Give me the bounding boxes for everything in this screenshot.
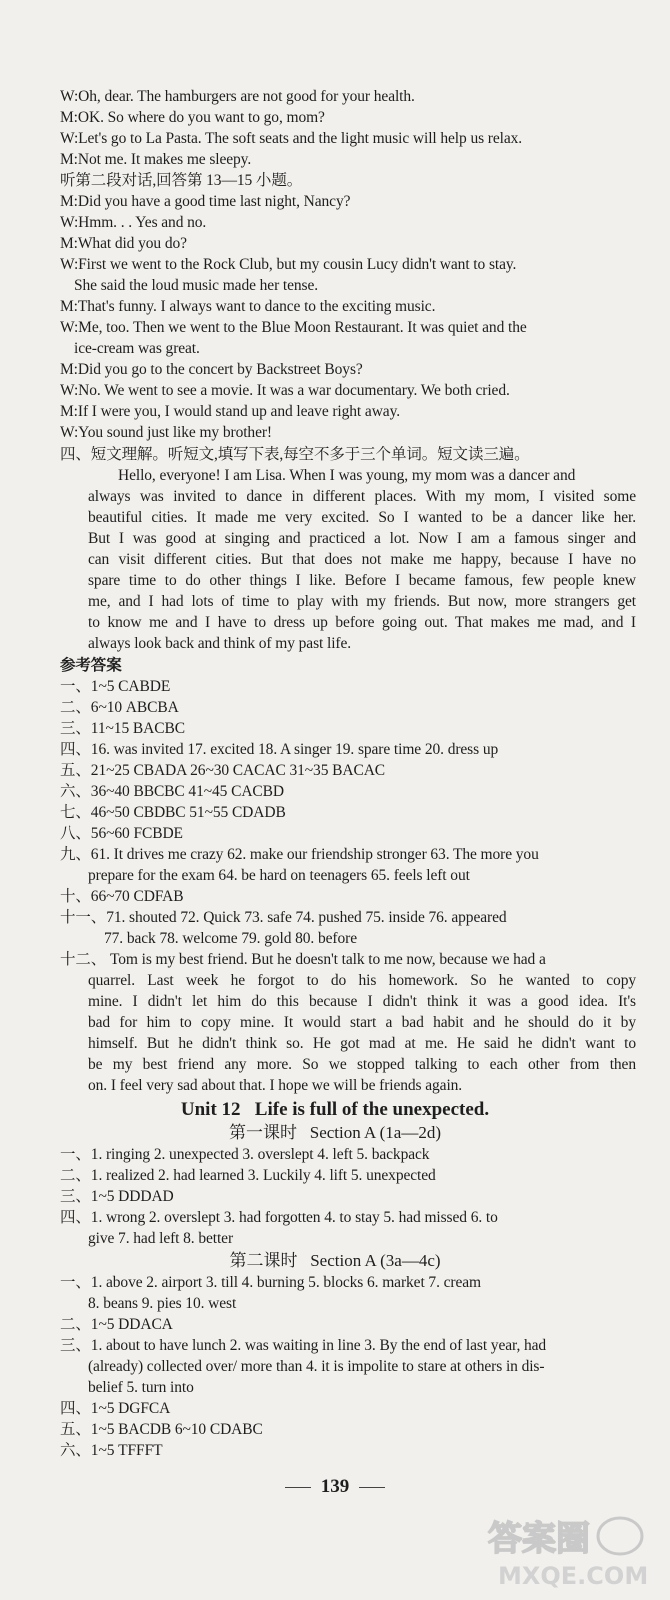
- essay-line: on. I feel very sad about that. I hope we will be friends again.: [88, 1077, 463, 1094]
- dialogue-line: M:Did you have a good time last night, Nancy?: [60, 193, 351, 210]
- lesson-heading: 第一课时 Section A (1a—2d): [228, 1123, 441, 1142]
- dialogue-line: M:That's funny. I always want to dance to the exciting music.: [60, 298, 436, 315]
- essay-line: 十二、 Tom is my best friend. But he doesn't talk to me now, because we had a: [60, 951, 546, 968]
- answer-line: 七、46~50 CBDBC 51~55 CDADB: [60, 804, 286, 821]
- dialogue-line: M:Did you go to the concert by Backstreet Boys?: [60, 361, 363, 378]
- answer-line: 四、16. was invited 17. excited 18. A singer 19. spare time 20. dress up: [60, 741, 499, 758]
- answer-line: 五、21~25 CBADA 26~30 CACAC 31~35 BACAC: [60, 762, 386, 779]
- dialogue-line: M:If I were you, I would stand up and leave right away.: [60, 403, 400, 420]
- answer-line: give 7. had left 8. better: [88, 1230, 234, 1247]
- dialogue-line: W:First we went to the Rock Club, but my cousin Lucy didn't want to stay.: [60, 256, 517, 273]
- answer-line: 一、1~5 CABDE: [60, 678, 171, 695]
- dialogue-line: W:Oh, dear. The hamburgers are not good for your health.: [60, 88, 415, 105]
- answer-line: 二、6~10 ABCBA: [60, 699, 179, 716]
- answer-line: belief 5. turn into: [88, 1379, 194, 1396]
- answer-line: 三、11~15 BACBC: [60, 720, 185, 737]
- dash-right: [359, 1487, 385, 1488]
- answer-line: 8. beans 9. pies 10. west: [88, 1295, 237, 1312]
- passage-line: me, and I had lots of time to play with my friends. But now, more strangers get: [88, 593, 636, 610]
- passage-line: Hello, everyone! I am Lisa. When I was young, my mom was a dancer and: [118, 467, 576, 484]
- page-number: [0, 1476, 670, 1498]
- essay-line: quarrel. Last week he forgot to do his homework. So he wanted to copy: [88, 972, 636, 989]
- answer-line: 77. back 78. welcome 79. gold 80. before: [104, 930, 357, 947]
- essay-line: mine. I didn't let him do this because I didn't think it was a good idea. It's: [88, 993, 636, 1010]
- watermark-logo-graphic: [470, 1512, 660, 1592]
- dialogue-line: W:You sound just like my brother!: [60, 424, 272, 441]
- svg-text:答案圈: 答案圈: [488, 1519, 590, 1559]
- answer-line: 六、1~5 TFFFT: [60, 1442, 163, 1459]
- lesson-heading: 第二课时 Section A (3a—4c): [229, 1251, 441, 1270]
- answer-line: 八、56~60 FCBDE: [60, 825, 183, 842]
- essay-line: himself. But he didn't think so. He got mad at me. He said he didn't want to: [88, 1035, 636, 1052]
- answer-line: 三、1. about to have lunch 2. was waiting in line 3. By the end of last year, had: [60, 1337, 547, 1354]
- dialogue-line: W:Hmm. . . Yes and no.: [60, 214, 207, 231]
- page-number-text: 139: [320, 1476, 350, 1497]
- dialogue-line: W:Let's go to La Pasta. The soft seats and the light music will help us relax.: [60, 130, 523, 147]
- answer-key-title: 参考答案: [60, 657, 122, 674]
- answer-line: (already) collected over/ more than 4. it is impolite to stare at others in dis-: [88, 1358, 545, 1375]
- answer-line: 十、66~70 CDFAB: [60, 888, 184, 905]
- answer-line: 四、1. wrong 2. overslept 3. had forgotten 4. to stay 5. had missed 6. to: [60, 1209, 498, 1226]
- passage-line: always look back and think of my past life.: [88, 635, 352, 652]
- answer-line: 一、1. ringing 2. unexpected 3. overslept 4. left 5. backpack: [60, 1146, 430, 1163]
- answer-line: 二、1. realized 2. had learned 3. Luckily 4. lift 5. unexpected: [60, 1167, 436, 1184]
- watermark-logo: [470, 1512, 660, 1592]
- section-instruction: 听第二段对话,回答第 13—15 小题。: [60, 172, 303, 189]
- passage-line: beautiful cities. It made me very excited. So I wanted to be a dancer like her.: [88, 509, 636, 526]
- unit-title: Unit 12 Life is full of the unexpected.: [180, 1099, 490, 1120]
- answer-line: 九、61. It drives me crazy 62. make our friendship stronger 63. The more you: [60, 846, 539, 863]
- dash-left: [285, 1487, 311, 1488]
- answer-line: 一、1. above 2. airport 3. till 4. burning 5. blocks 6. market 7. cream: [60, 1274, 481, 1291]
- passage-heading: 四、短文理解。听短文,填写下表,每空不多于三个单词。短文读三遍。: [60, 446, 530, 463]
- answer-line: 六、36~40 BBCBC 41~45 CACBD: [60, 783, 284, 800]
- dialogue-line: M:Not me. It makes me sleepy.: [60, 151, 252, 168]
- answer-line: 三、1~5 DDDAD: [60, 1188, 174, 1205]
- essay-line: be my best friend any more. So we stopped talking to each other from then: [88, 1056, 636, 1073]
- passage-line: can visit different cities. But that does not make me happy, because I have no: [88, 551, 636, 568]
- essay-line: bad for him to copy mine. It would start a bad habit and he should do it by: [88, 1014, 636, 1031]
- passage-line: always was invited to dance in different places. With my mom, I visited some: [88, 488, 636, 505]
- answer-line: 五、1~5 BACDB 6~10 CDABC: [60, 1421, 263, 1438]
- answer-line: 四、1~5 DGFCA: [60, 1400, 171, 1417]
- dialogue-line: M:OK. So where do you want to go, mom?: [60, 109, 325, 126]
- passage-line: spare time to do other things I like. Before I became famous, few people knew: [88, 572, 636, 589]
- answer-line: 十一、71. shouted 72. Quick 73. safe 74. pushed 75. inside 76. appeared: [60, 909, 507, 926]
- dialogue-line: ice-cream was great.: [74, 340, 200, 357]
- dialogue-line: W:Me, too. Then we went to the Blue Moon Restaurant. It was quiet and the: [60, 319, 527, 336]
- passage-line: But I was good at singing and practiced a lot. Now I am a famous singer and: [88, 530, 636, 547]
- passage-line: to know me and I have to dress up before going out. That makes me mad, and I: [88, 614, 636, 631]
- answer-line: 二、1~5 DDACA: [60, 1316, 173, 1333]
- dialogue-line: She said the loud music made her tense.: [74, 277, 319, 294]
- dialogue-line: W:No. We went to see a movie. It was a war documentary. We both cried.: [60, 382, 510, 399]
- dialogue-line: M:What did you do?: [60, 235, 187, 252]
- svg-text:MXQE.COM: MXQE.COM: [498, 1562, 649, 1590]
- answer-line: prepare for the exam 64. be hard on teenagers 65. feels left out: [88, 867, 470, 884]
